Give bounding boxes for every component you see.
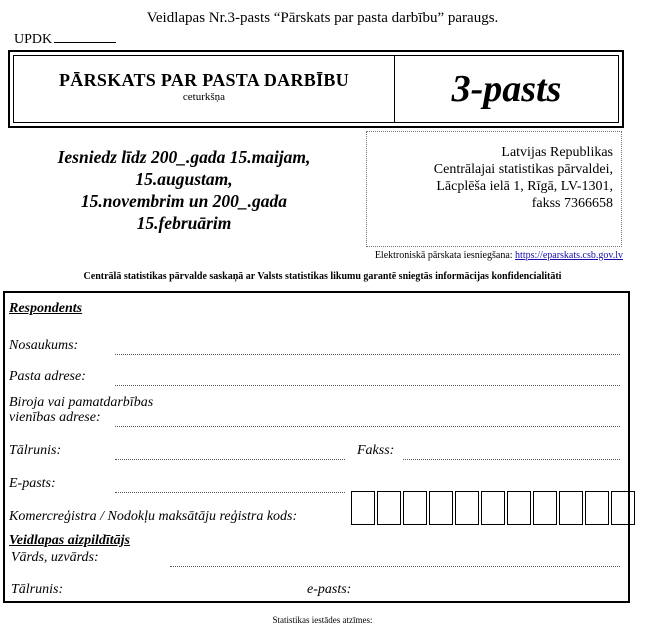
office-address-label — [9, 395, 153, 425]
document-title: Veidlapas Nr.3-pasts “Pārskats par pasta darbību” paraugs. — [146, 10, 499, 26]
deadline-line: 15.novembrim un 200_.gada — [80, 191, 288, 211]
address-line: fakss 7366658 — [531, 196, 613, 211]
email-label: E-pasts: — [9, 476, 56, 491]
name-label: Nosaukums: — [9, 338, 79, 353]
deadline-line: 15.februārim — [136, 213, 232, 233]
address-line: Latvijas Republikas — [501, 145, 613, 160]
email-field[interactable] — [115, 492, 345, 493]
updk-blank[interactable] — [54, 30, 116, 43]
submission-deadline — [14, 146, 354, 234]
registry-code-boxes[interactable] — [351, 491, 637, 525]
updk-label: UPDK — [14, 32, 53, 47]
report-title: PĀRSKATS PAR PASTA DARBĪBU — [59, 70, 349, 90]
registry-code-digit[interactable] — [429, 491, 453, 525]
respondent-form — [3, 291, 630, 603]
registry-code-digit[interactable] — [481, 491, 505, 525]
postal-address-field[interactable] — [115, 385, 620, 386]
report-title-cell — [14, 56, 395, 122]
registry-code-label: Komercreģistra / Nodokļu maksātāju reģistra kods: — [9, 509, 298, 524]
registry-code-digit[interactable] — [403, 491, 427, 525]
confidentiality-note: Centrālā statistikas pārvalde saskaņā ar Valsts statistikas likumu garantē sniegtās informācijas konfidencialitāti — [83, 271, 562, 282]
name-field[interactable] — [115, 354, 620, 355]
address-line: Lācplēša ielā 1, Rīgā, LV-1301, — [436, 179, 613, 194]
registry-code-digit[interactable] — [351, 491, 375, 525]
full-name-label: Vārds, uzvārds: — [11, 550, 99, 565]
deadline-line: 15.augustam, — [135, 169, 233, 189]
registry-code-digit[interactable] — [377, 491, 401, 525]
fax-label: Fakss: — [357, 443, 395, 458]
postal-address-label: Pasta adrese: — [9, 369, 86, 384]
filler-phone-label: Tālrunis: — [11, 582, 64, 597]
office-address-label-line2: vienības adrese: — [9, 410, 101, 425]
report-period: ceturkšņa — [182, 91, 226, 103]
deadline-line: Iesniedz līdz 200_.gada 15.maijam, — [57, 147, 311, 167]
office-notes-label: Statistikas iestādes atzīmes: — [272, 615, 373, 625]
full-name-field[interactable] — [170, 566, 620, 567]
recipient-address — [366, 131, 622, 247]
electronic-submission — [375, 250, 623, 261]
respondents-heading: Respondents — [9, 301, 83, 316]
updk-field[interactable] — [14, 30, 116, 48]
electronic-label: Elektroniskā pārskata iesniegšana: — [374, 250, 513, 261]
fax-field[interactable] — [403, 459, 620, 460]
filler-email-label: e-pasts: — [307, 582, 352, 597]
report-header — [8, 50, 624, 128]
registry-code-digit[interactable] — [611, 491, 635, 525]
registry-code-digit[interactable] — [455, 491, 479, 525]
registry-code-digit[interactable] — [533, 491, 557, 525]
office-address-field[interactable] — [115, 426, 620, 427]
phone-label: Tālrunis: — [9, 443, 62, 458]
filler-heading: Veidlapas aizpildītājs — [9, 533, 130, 548]
registry-code-digit[interactable] — [585, 491, 609, 525]
phone-field[interactable] — [115, 459, 345, 460]
form-code: 3-pasts — [451, 68, 562, 110]
electronic-link[interactable]: https://eparskats.csb.gov.lv — [515, 250, 623, 261]
address-line: Centrālajai statistikas pārvaldei, — [433, 162, 613, 177]
registry-code-digit[interactable] — [559, 491, 583, 525]
registry-code-digit[interactable] — [507, 491, 531, 525]
office-address-label-line1: Biroja vai pamatdarbības — [9, 395, 154, 410]
